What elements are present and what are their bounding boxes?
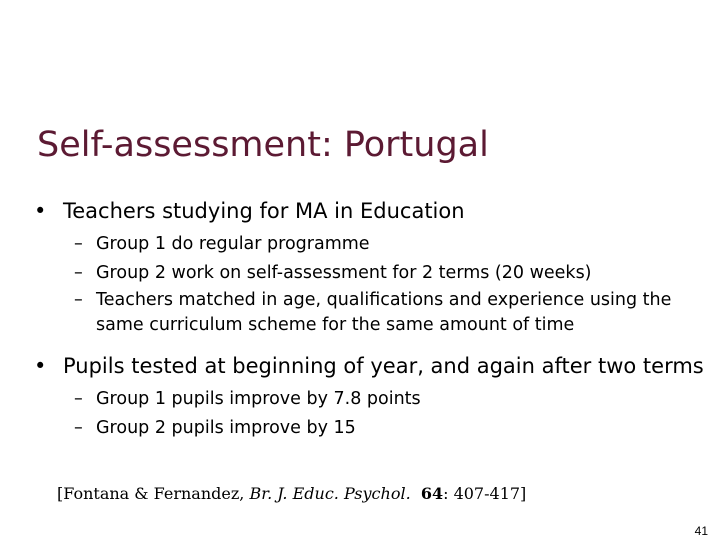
slide-title: Self-assessment: Portugal xyxy=(37,125,489,165)
sub-bullet-group2-self-assessment: – Group 2 work on self-assessment for 2 terms (20 weeks) xyxy=(34,259,718,288)
page-number: 41 xyxy=(694,524,708,538)
bullet-pupils: • Pupils tested at beginning of year, and again after two terms xyxy=(34,352,718,381)
slide-body xyxy=(34,197,718,443)
sub-bullet-group2-improve: – Group 2 pupils improve by 15 xyxy=(34,414,718,443)
sub-bullet-group1-programme: – Group 1 do regular programme xyxy=(34,230,718,259)
sub-list-pupils xyxy=(34,385,718,443)
sub-bullet-group1-improve: – Group 1 pupils improve by 7.8 points xyxy=(34,385,718,414)
reference-volume: 64 xyxy=(420,484,444,503)
bullet-teachers: • Teachers studying for MA in Education xyxy=(34,197,718,226)
reference-journal: Br. J. Educ. Psychol. xyxy=(249,484,411,503)
sub-list-teachers xyxy=(34,230,718,338)
reference-pages: : 407-417] xyxy=(443,484,527,503)
reference-authors: [Fontana & Fernandez, xyxy=(57,484,250,503)
sub-bullet-teachers-matched: – Teachers matched in age, qualifications and experience using the same curriculum scheme for the same amount of time xyxy=(34,288,718,338)
reference-citation xyxy=(57,484,526,503)
